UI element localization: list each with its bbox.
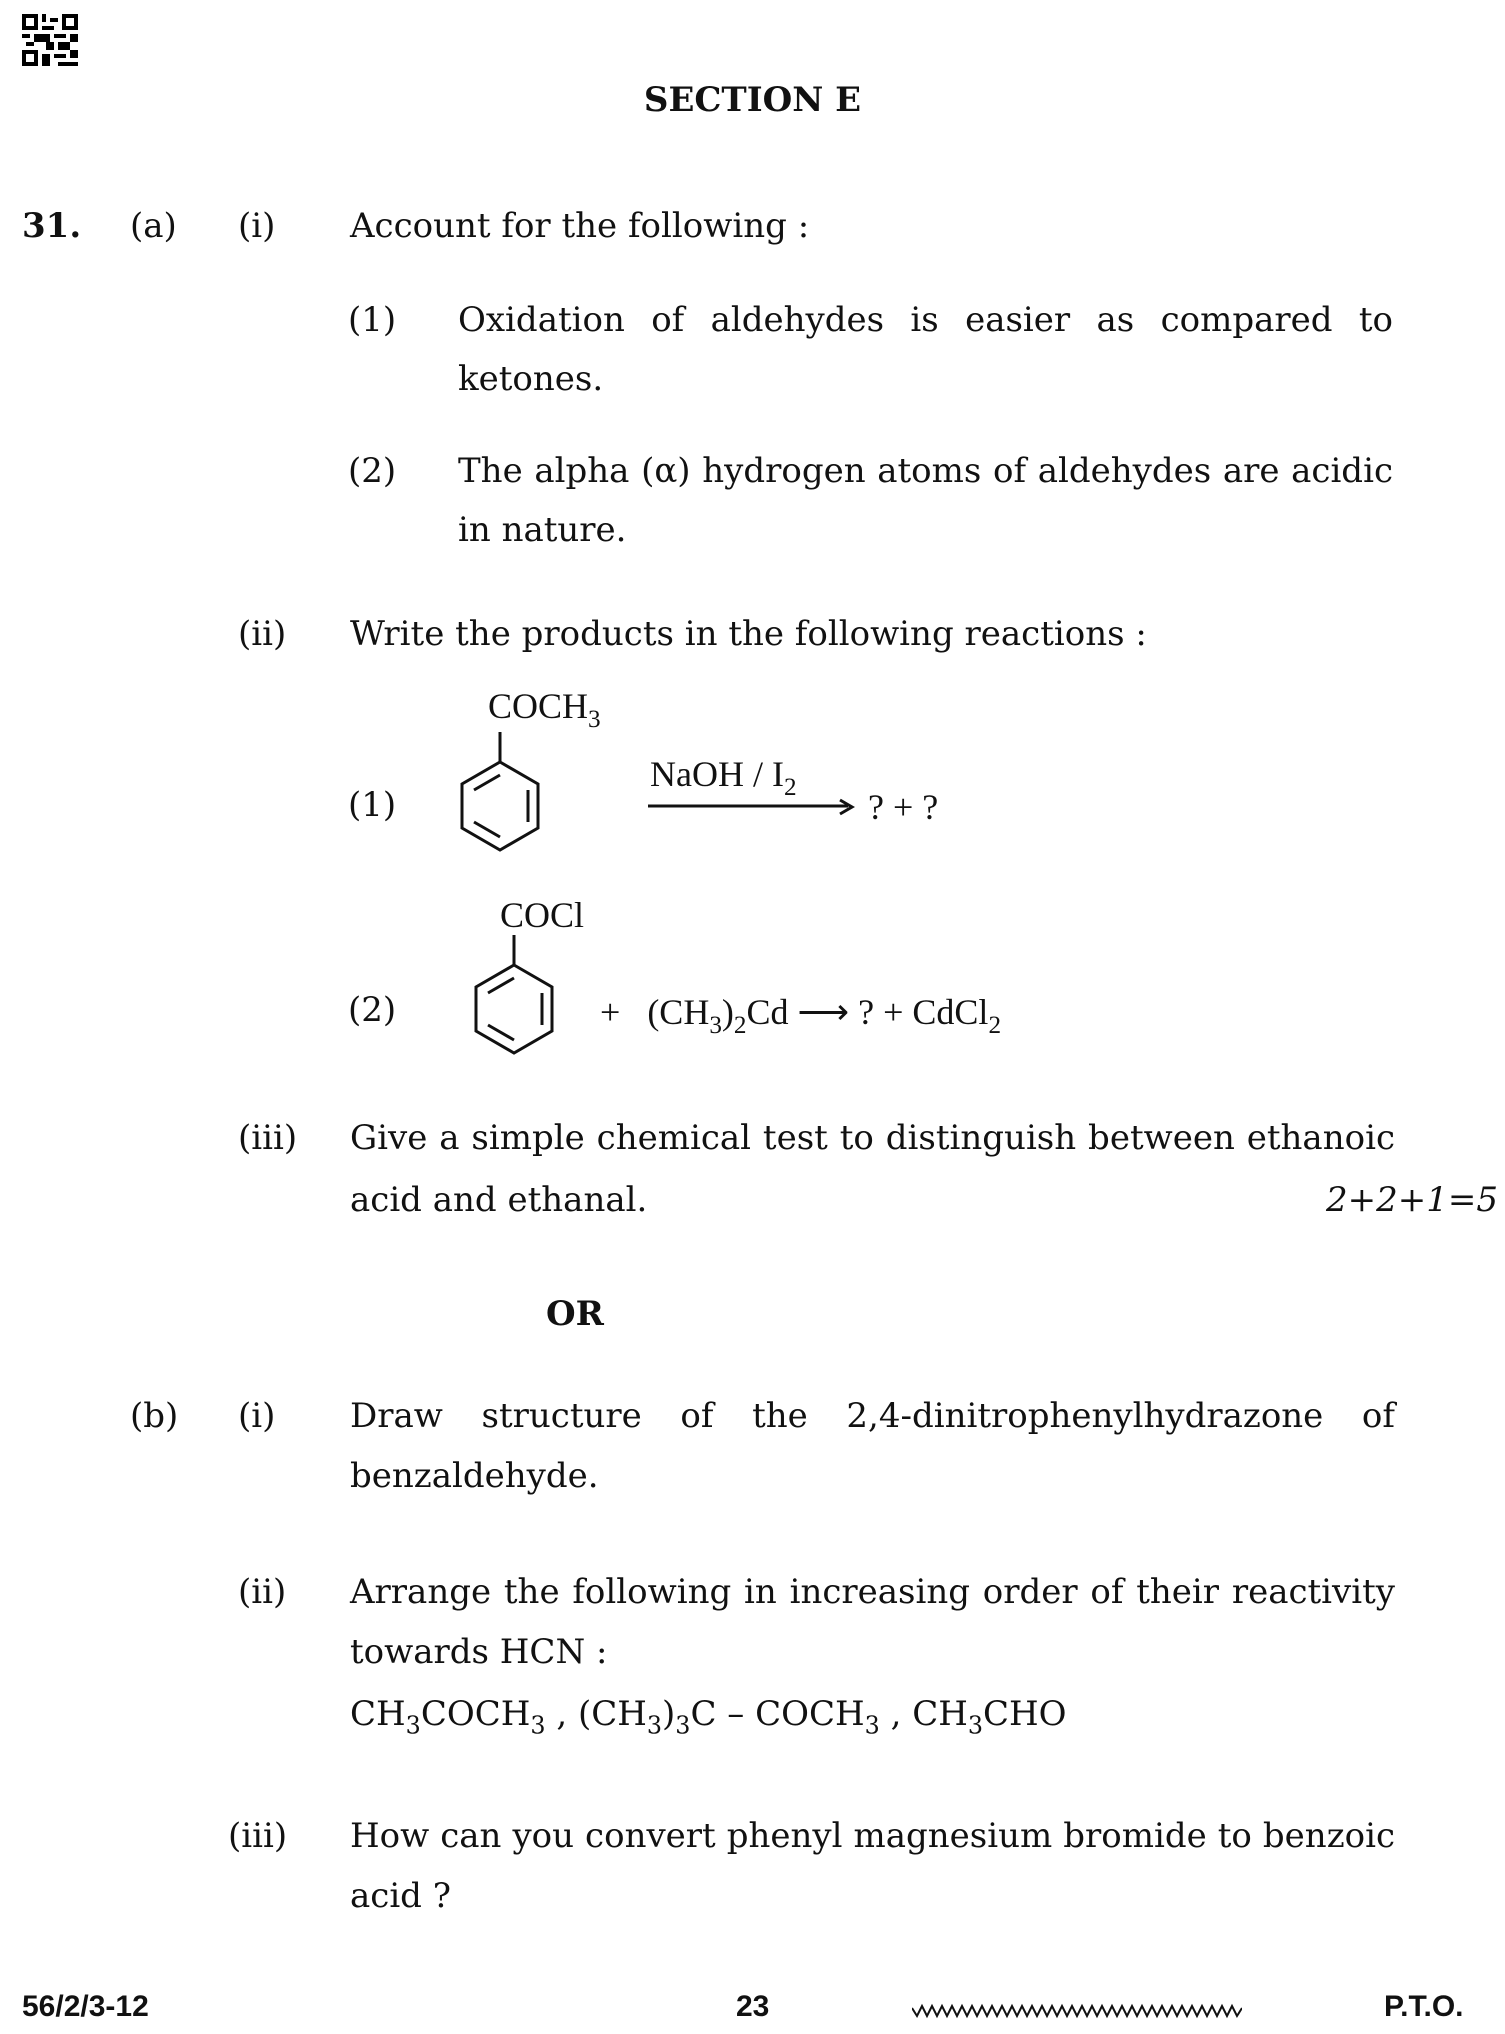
a-i-2-line2: in nature.	[458, 510, 627, 550]
b-i-line1: Draw structure of the 2,4-dinitrophenylhydrazone of	[350, 1396, 1395, 1436]
qr-code-icon	[22, 14, 78, 66]
b-iii-line1: How can you convert phenyl magnesium bromide to benzoic	[350, 1816, 1395, 1856]
section-title: SECTION E	[643, 80, 862, 120]
or-divider: OR	[546, 1294, 604, 1334]
reaction-1-label: (1)	[348, 785, 397, 825]
b-ii-line2: towards HCN :	[350, 1632, 608, 1672]
b-ii-compounds: $CH_3COCH_3$ , $(CH_3)_3C$ – $COCH_3$ , $CH_3CHO$	[350, 1694, 1067, 1740]
part-b-label: (b)	[130, 1396, 179, 1436]
marks-allocation: 2+2+1=5	[1326, 1180, 1498, 1220]
b-ii-line1: Arrange the following in increasing order of their reactivity	[350, 1572, 1395, 1612]
part-a-label: (a)	[130, 206, 177, 246]
reaction-2-equation: + $(CH_3)_2Cd$ ⟶ ? + CdCl$_2$	[600, 992, 1002, 1039]
a-i-label: (i)	[238, 206, 276, 246]
a-i-2-label: (2)	[348, 451, 397, 491]
a-iii-line1: Give a simple chemical test to distinguish between ethanoic	[350, 1118, 1395, 1158]
reaction-1-products: ? + ?	[868, 787, 939, 827]
paper-code: 56/2/3-12	[22, 1990, 149, 2023]
pto-label: P.T.O.	[1384, 1990, 1464, 2023]
b-i-line2: benzaldehyde.	[350, 1456, 599, 1496]
a-iii-label: (iii)	[238, 1118, 298, 1158]
b-i-label: (i)	[238, 1396, 276, 1436]
reaction-1-substituent: $COCH_3$	[488, 686, 601, 733]
reaction-1-reagent: NaOH / $I_2$	[650, 754, 797, 801]
b-iii-label: (iii)	[228, 1816, 288, 1856]
a-i-1-label: (1)	[348, 300, 397, 340]
a-i-1-line2: ketones.	[458, 359, 604, 399]
a-i-2-line1: The alpha (α) hydrogen atoms of aldehydes are acidic	[458, 451, 1393, 491]
a-ii-label: (ii)	[238, 614, 287, 654]
reaction-2-label: (2)	[348, 990, 397, 1030]
question-number: 31.	[22, 206, 82, 246]
benzene-ring-icon	[452, 732, 548, 852]
a-ii-text: Write the products in the following reactions :	[350, 614, 1147, 654]
benzene-ring-icon	[466, 935, 562, 1055]
reaction-arrow-icon	[648, 798, 858, 818]
page-number: 23	[736, 1990, 770, 2023]
a-i-text: Account for the following :	[350, 206, 810, 246]
wavy-line-icon	[912, 2000, 1242, 2026]
b-iii-line2: acid ?	[350, 1876, 451, 1916]
a-i-1-line1: Oxidation of aldehydes is easier as compared to	[458, 300, 1393, 340]
b-ii-label: (ii)	[238, 1572, 287, 1612]
a-iii-line2: acid and ethanal.	[350, 1180, 648, 1220]
reaction-arrow-icon: ⟶	[797, 992, 850, 1032]
reaction-2-substituent: COCl	[500, 895, 585, 935]
